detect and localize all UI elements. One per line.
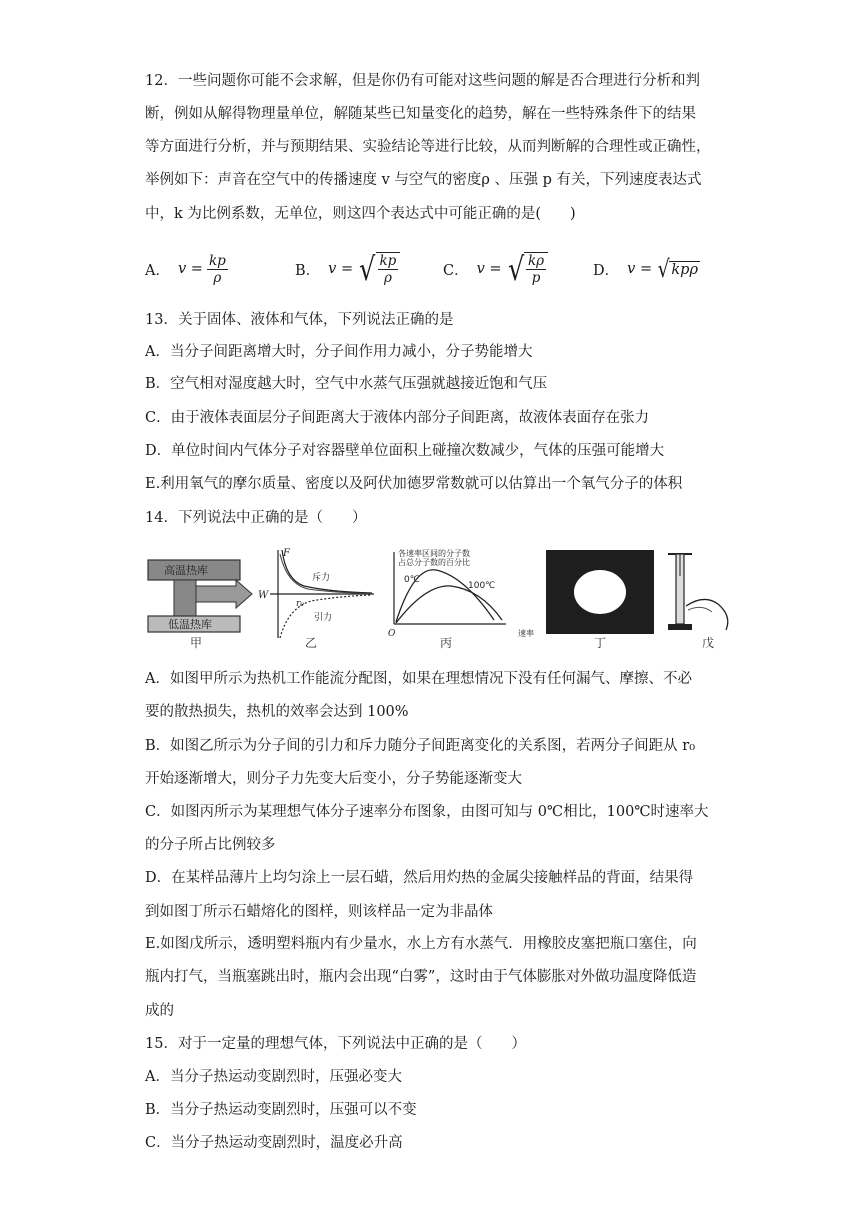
q15-option-b: B．当分子热运动变剧烈时，压强可以不变 [145, 1102, 417, 1118]
bing-title-1: 各速率区间的分子数 [398, 549, 470, 558]
radical-sign: √ [359, 250, 376, 288]
q12-line-4: 举例如下：声音在空气中的传播速度 v 与空气的密度ρ 、压强 p 有关，下列速度表达式 [145, 172, 702, 188]
sqrt-expression [357, 252, 400, 286]
radical-sign: √ [507, 250, 524, 288]
bing-caption: 丙 [439, 636, 453, 650]
option-label: D． [593, 262, 620, 279]
jia-caption: 甲 [189, 636, 203, 650]
figure-jia [148, 560, 269, 650]
q13-stem: 13．关于固体、液体和气体，下列说法正确的是 [145, 312, 454, 328]
yi-attraction: 引力 [314, 613, 333, 623]
fraction [207, 253, 228, 286]
jia-bottom-label: 低温热库 [168, 618, 212, 631]
q15-stem: 15．对于一定量的理想气体，下列说法中正确的是（ ） [145, 1036, 526, 1052]
numerator: kp [379, 253, 397, 269]
bing-title-2: 占总分子数的百分比 [398, 558, 470, 567]
q12-options [145, 246, 745, 292]
sqrt-expression [506, 252, 549, 286]
option-label: B． [295, 262, 321, 279]
q12-line-5: 中，k 为比例系数，无单位，则这四个表达式中可能正确的是( ) [145, 206, 576, 222]
q14-option-e-1: E.如图戊所示，透明塑料瓶内有少量水，水上方有水蒸气．用橡胶皮塞把瓶口塞住，向 [145, 936, 697, 952]
q14-figure-strip [146, 546, 742, 652]
q12-line-3: 等方面进行分析，并与预期结果、实验结论等进行比较，从而判断解的合理性或正确性， [145, 139, 711, 155]
q14-option-a-1: A．如图甲所示为热机工作能流分配图，如果在理想情况下没有任何漏气、摩擦、不必 [145, 671, 692, 687]
q14-option-e-2: 瓶内打气，当瓶塞跳出时，瓶内会出现“白雾”，这时由于气体膨胀对外做功温度降低造 [145, 969, 697, 985]
q14-option-c-1: C．如图丙所示为某理想气体分子速率分布图象，由图可知与 0℃相比，100℃时速率大 [145, 804, 709, 820]
denominator: p [531, 270, 541, 286]
figure-ding [546, 550, 654, 650]
formula-lhs: v = [476, 261, 502, 277]
q12-option-a [145, 246, 228, 292]
formula-lhs: v = [627, 261, 653, 277]
q14-option-e-3: 成的 [145, 1003, 174, 1019]
q15-option-a: A．当分子热运动变剧烈时，压强必变大 [145, 1069, 402, 1085]
q12-option-c [443, 246, 548, 292]
bing-t2: 100℃ [468, 581, 496, 591]
q13-option-a: A．当分子间距离增大时，分子间作用力减小，分子势能增大 [145, 344, 533, 360]
q14-stem: 14．下列说法中正确的是（ ） [145, 510, 367, 526]
bing-t1: 0℃ [404, 575, 420, 585]
q14-option-d-2: 到如图丁所示石蜡熔化的图样，则该样品一定为非晶体 [145, 904, 493, 920]
jia-top-label: 高温热库 [164, 564, 208, 577]
q12-option-d [593, 246, 700, 292]
q12-option-b [295, 246, 400, 292]
q14-option-a-2: 要的散热损失，热机的效率会达到 100% [145, 704, 409, 720]
q13-option-e: E.利用氧气的摩尔质量、密度以及阿伏加德罗常数就可以估算出一个氧气分子的体积 [145, 476, 683, 492]
q14-figures-svg [146, 546, 742, 652]
figure-yi [270, 548, 374, 650]
sqrt-expression [656, 253, 700, 285]
yi-r0: r₀ [296, 599, 304, 609]
figure-bing [388, 548, 534, 650]
wu-caption: 戊 [701, 636, 715, 650]
option-label: C． [443, 262, 469, 279]
q14-option-c-2: 的分子所占比例较多 [145, 837, 276, 853]
yi-caption: 乙 [304, 636, 318, 650]
bing-origin: O [388, 629, 396, 639]
q13-option-c: C．由于液体表面层分子间距离大于液体内部分子间距离，故液体表面存在张力 [145, 410, 650, 426]
denominator: ρ [213, 269, 222, 286]
yi-axis-y: F [283, 548, 290, 559]
radicand [376, 252, 401, 286]
q12-line-1: 12．一些问题你可能不会求解，但是你仍有可能对这些问题的解是否合理进行分析和判 [145, 73, 700, 89]
jia-w-label: W [258, 590, 269, 601]
radicand [524, 252, 548, 286]
bing-axis-x: 速率 [518, 629, 534, 638]
yi-repulsion: 斥力 [312, 573, 331, 583]
q14-option-b-1: B．如图乙所示为分子间的引力和斥力随分子间距离变化的关系图，若两分子间距从 r₀ [145, 738, 696, 754]
q12-line-2: 断，例如从解得物理量单位，解随某些已知量变化的趋势，解在一些特殊条件下的结果 [145, 106, 696, 122]
q13-option-d: D．单位时间内气体分子对容器壁单位面积上碰撞次数减少，气体的压强可能增大 [145, 443, 665, 459]
q14-option-b-2: 开始逐渐增大，则分子力先变大后变小，分子势能逐渐变大 [145, 771, 522, 787]
q14-option-d-1: D．在某样品薄片上均匀涂上一层石蜡，然后用灼热的金属尖接触样品的背面，结果得 [145, 870, 694, 886]
radicand: kpρ [671, 261, 698, 278]
denominator: ρ [383, 270, 392, 286]
option-label: A． [145, 262, 170, 279]
q13-option-b: B．空气相对湿度越大时，空气中水蒸气压强就越接近饱和气压 [145, 376, 548, 392]
q15-option-c: C．当分子热运动变剧烈时，温度必升高 [145, 1135, 403, 1151]
formula-lhs: v = [328, 261, 354, 277]
ding-caption: 丁 [593, 636, 607, 650]
figure-wu [668, 554, 728, 650]
numerator: kp [208, 252, 226, 269]
radical-sign: √ [657, 255, 670, 283]
formula-lhs: v = [177, 261, 203, 277]
numerator: kρ [527, 253, 545, 269]
